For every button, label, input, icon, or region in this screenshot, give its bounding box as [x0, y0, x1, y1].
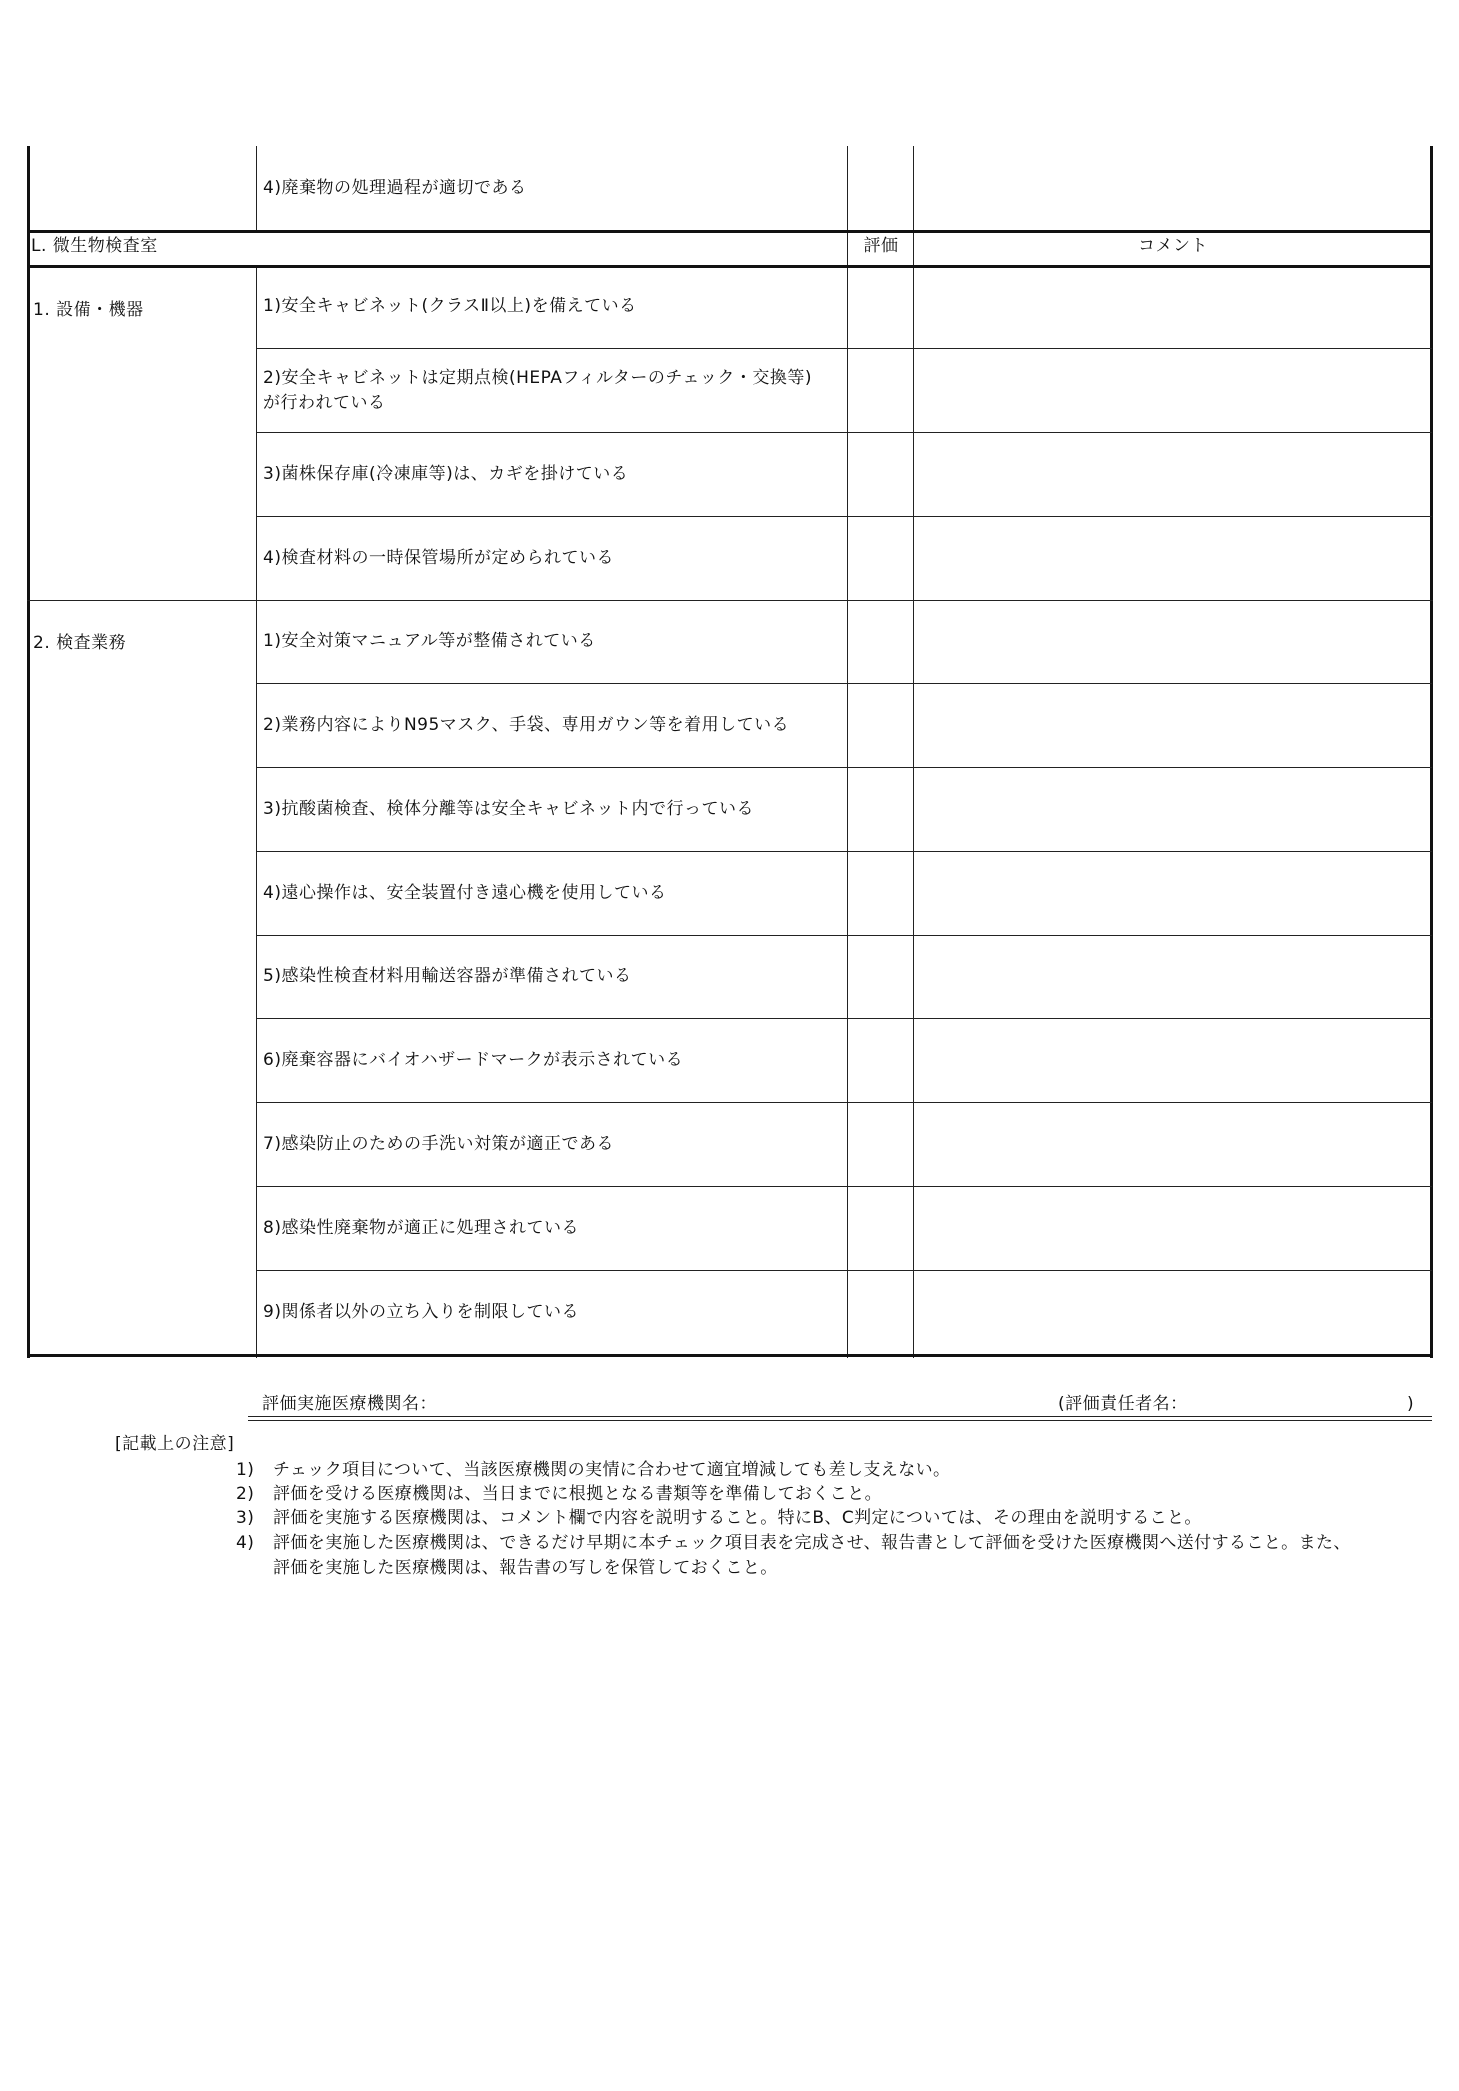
note-text: 評価を実施した医療機関は、できるだけ早期に本チェック項目表を完成させ、報告書として評価を受けた医療機関へ送付すること。また、 — [273, 1533, 1351, 1553]
checklist-item: 8)感染性廃棄物が適正に処理されている — [263, 1218, 579, 1238]
row-divider — [256, 432, 1432, 433]
category-divider — [27, 600, 1433, 601]
note-number: 2) — [236, 1484, 255, 1504]
divider-category — [256, 146, 257, 230]
checklist-item: 9)関係者以外の立ち入りを制限している — [263, 1302, 579, 1322]
table-border-left — [27, 146, 30, 1358]
row-divider — [256, 1270, 1432, 1271]
checklist-item: 5)感染性検査材料用輸送容器が準備されている — [263, 966, 632, 986]
row-divider — [256, 1018, 1432, 1019]
row-divider — [256, 516, 1432, 517]
checklist-item: 2)安全キャビネットは定期点検(HEPAフィルターのチェック・交換等) — [263, 368, 812, 388]
institution-name-label: 評価実施医療機関名： — [262, 1394, 437, 1414]
table-bottom-border — [27, 1354, 1433, 1357]
section-top-border — [27, 230, 1433, 233]
category-label: 1. 設備・機器 — [33, 300, 144, 320]
comment-column-header: コメント — [1138, 236, 1208, 256]
row-divider — [256, 935, 1432, 936]
row-divider — [256, 851, 1432, 852]
note-text: 評価を受ける医療機関は、当日までに根拠となる書類等を準備しておくこと。 — [273, 1484, 882, 1504]
note-number: 1) — [236, 1460, 255, 1480]
row-divider — [256, 1186, 1432, 1187]
divider-rating — [847, 146, 848, 1358]
row-divider — [256, 1102, 1432, 1103]
checklist-item: 2)業務内容によりN95マスク、手袋、専用ガウン等を着用している — [263, 715, 790, 735]
checklist-item: 7)感染防止のための手洗い対策が適正である — [263, 1134, 614, 1154]
evaluator-name-label: (評価責任者名： — [1058, 1394, 1188, 1414]
checklist-item: 4)廃棄物の処理過程が適切である — [263, 178, 527, 198]
checklist-item: 4)検査材料の一時保管場所が定められている — [263, 548, 614, 568]
note-number: 4) — [236, 1533, 255, 1553]
row-divider — [256, 348, 1432, 349]
note-text: チェック項目について、当該医療機関の実情に合わせて適宜増減しても差し支えない。 — [273, 1460, 951, 1480]
note-text: 評価を実施する医療機関は、コメント欄で内容を説明すること。特にB、C判定については、その理由を説明すること。 — [273, 1508, 1202, 1528]
section-header-bottom-border — [27, 265, 1433, 268]
section-title: L. 微生物検査室 — [31, 236, 158, 256]
note-number: 3) — [236, 1508, 255, 1528]
signature-underline — [248, 1416, 1432, 1421]
category-label: 2. 検査業務 — [33, 633, 127, 653]
divider-category — [256, 265, 257, 1358]
checklist-item: 1)安全キャビネット(クラスⅡ以上)を備えている — [263, 296, 637, 316]
checklist-item: 3)菌株保存庫(冷凍庫等)は、カギを掛けている — [263, 464, 629, 484]
notes-title: [記載上の注意] — [115, 1434, 235, 1454]
rating-column-header: 評価 — [863, 236, 899, 256]
evaluator-name-close: ) — [1407, 1394, 1415, 1414]
row-divider — [256, 767, 1432, 768]
checklist-item: 6)廃棄容器にバイオハザードマークが表示されている — [263, 1050, 684, 1070]
note-text: 評価を実施した医療機関は、報告書の写しを保管しておくこと。 — [273, 1558, 778, 1578]
table-border-right — [1430, 146, 1433, 1358]
checklist-table — [27, 146, 1432, 1358]
checklist-item: 4)遠心操作は、安全装置付き遠心機を使用している — [263, 883, 667, 903]
checklist-item-continued: が行われている — [263, 393, 386, 413]
checklist-item: 3)抗酸菌検査、検体分離等は安全キャビネット内で行っている — [263, 799, 754, 819]
divider-comment — [913, 146, 914, 1358]
row-divider — [256, 683, 1432, 684]
checklist-item: 1)安全対策マニュアル等が整備されている — [263, 631, 596, 651]
